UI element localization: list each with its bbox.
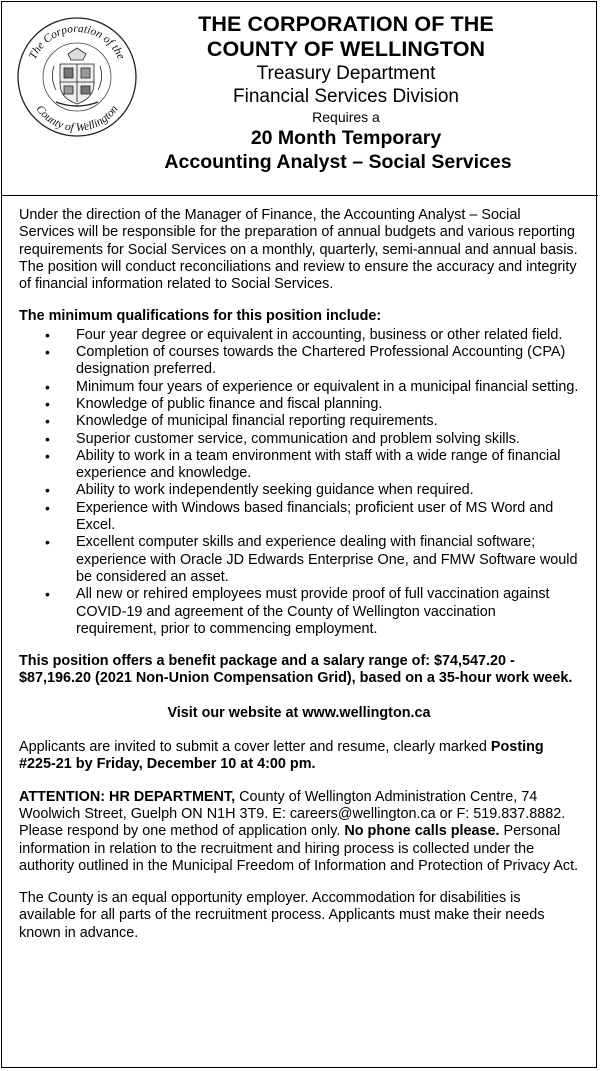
apply-paragraph [19, 739, 579, 774]
header-text [126, 12, 566, 174]
list-item: • Knowledge of municipal financial reporting requirements. [45, 413, 438, 430]
bullet-icon: • [45, 326, 50, 343]
posting-body [19, 207, 579, 942]
bullet-icon: • [45, 499, 50, 516]
bullet-icon: • [45, 586, 50, 603]
apply-text: Applicants are invited to submit a cover letter and resume, clearly marked [19, 739, 487, 756]
list-item: • Knowledge of public finance and fiscal planning. [45, 395, 383, 412]
bullet-icon: • [45, 378, 50, 395]
bullet-icon: • [45, 430, 50, 447]
salary-paragraph: This position offers a benefit package and a salary range of: $74,547.20 - $87,196.20 (2021 Non-Union Compensation Grid), based on a 35-hour work week. [19, 653, 573, 687]
list-item: • Completion of courses towards the Chartered Professional Accounting (CPA) designation preferred. [45, 344, 566, 378]
department: Treasury Department [256, 63, 436, 84]
website-line: Visit our website at www.wellington.ca [167, 704, 431, 721]
list-item: • Experience with Windows based financials; proficient user of MS Word and Excel. [45, 499, 554, 534]
bullet-icon: • [45, 447, 50, 464]
list-item: • Four year degree or equivalent in accounting, business or other related field. [45, 326, 563, 343]
list-item: • Excellent computer skills and experience dealing with financial software; experience with Oracle JD Edwards Enterprise One, and FMW Software would be considered an asset. [45, 534, 578, 585]
equal-opportunity-paragraph: The County is an equal opportunity employer. Accommodation for disabilities is available for all parts of the recruitment process. Applicants must make their needs known in advance. [19, 890, 545, 941]
requires-label: Requires a [312, 109, 380, 125]
list-item: • Ability to work in a team environment with staff with a wide range of financial experience and knowledge. [45, 447, 561, 482]
division: Financial Services Division [233, 86, 459, 107]
position-line-1: 20 Month Temporary [250, 127, 442, 149]
corporation-line-2: COUNTY OF WELLINGTON [206, 37, 486, 61]
county-seal-logo [16, 16, 138, 138]
corporation-line-1: THE CORPORATION OF THE [198, 12, 494, 36]
position-line-2: Accounting Analyst – Social Services [164, 151, 512, 173]
list-item: • Superior customer service, communication and problem solving skills. [45, 430, 520, 447]
bullet-icon: • [45, 395, 50, 412]
svg-text:The Corporation of the: The Corporation of the [27, 22, 127, 62]
bullet-icon: • [45, 344, 50, 361]
intro-paragraph: Under the direction of the Manager of Finance, the Accounting Analyst – Social Services will be responsible for the preparation of annual budgets and various reporting requirements for Social Services on a monthly, quarterly, semi-annual and annual basis. The position will conduct reconciliations and review to ensure the accuracy and integrity of financial information related to Social Services. [19, 207, 578, 293]
list-item: • Minimum four years of experience or equivalent in a municipal financial setting. [45, 378, 579, 395]
posting-header [2, 2, 598, 196]
list-item: • All new or rehired employees must provide proof of full vaccination against COVID-19 and agreement of the County of Wellington vaccination requirement, prior to commencing employment. [45, 586, 550, 637]
bullet-icon: • [45, 534, 50, 551]
qualifications-heading: The minimum qualifications for this position include: [19, 308, 382, 325]
attention-label: ATTENTION: HR DEPARTMENT, [19, 788, 236, 805]
qualifications-list [19, 327, 579, 638]
svg-text:County of Wellington: County of Wellington [33, 103, 121, 135]
posting-deadline: Posting #225-21 by Friday, December 10 at 4:00 pm. [19, 739, 544, 773]
no-phone-notice: No phone calls please. [344, 823, 500, 840]
bullet-icon: • [45, 413, 50, 430]
bullet-icon: • [45, 482, 50, 499]
attention-paragraph [19, 789, 579, 875]
list-item: • Ability to work independently seeking guidance when required. [45, 482, 474, 499]
address-text: County of Wellington Administration Centre, 74 Woolwich Street, Guelph ON N1H 3T9. E: careers@wellington.ca or F: 519.837.8882. Please respond by one method of application only. [19, 788, 566, 840]
privacy-text: Personal information in relation to the recruitment and hiring process is collected under the authority outlined in the Municipal Freedom of Information and Protection of Privacy Act. [19, 823, 579, 874]
